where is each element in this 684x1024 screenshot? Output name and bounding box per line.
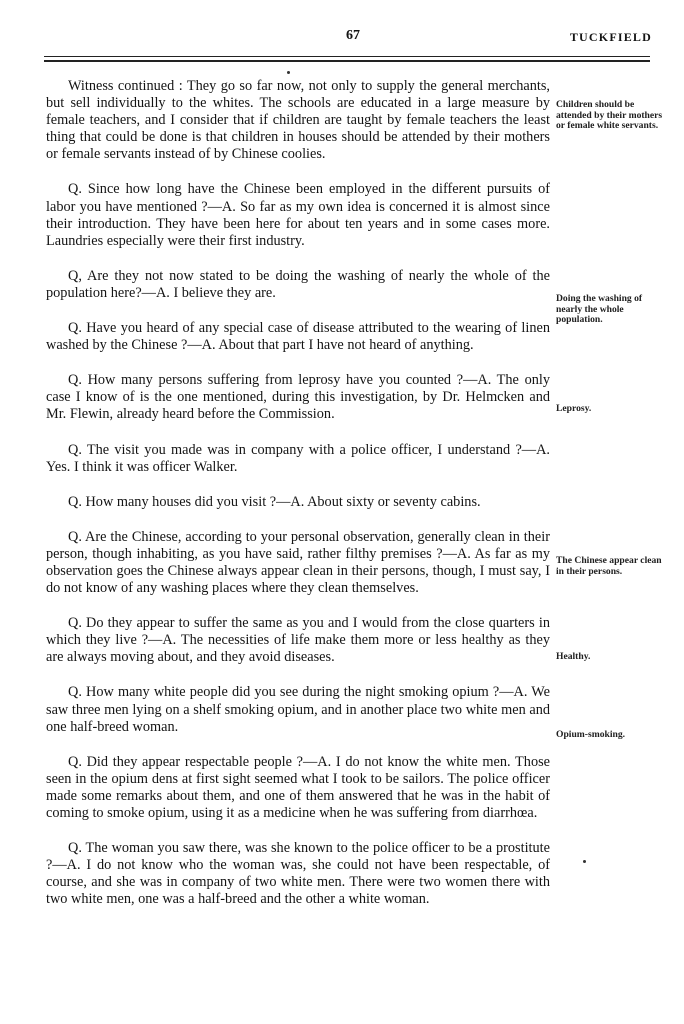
paragraph-respectability: Q. Did they appear respectable people ?—A. I do not know the white men. Those seen in the opium dens at first sight seemed what I took to be sailors. The police officer made some remarks about them, and one of them answered that he was in the habit of coming to smoke opium, using it as a medicine when he was suffering from diarrhœa. xyxy=(46,753,550,821)
side-note-healthy: Healthy. xyxy=(556,651,591,662)
paragraph-cleanliness: Q. Are the Chinese, according to your personal observation, generally clean in their person, though inhabiting, as you have said, rather filthy premises ?—A. As far as my observation goes the Chinese always appear clean in their persons, though, I must say, I do not know of any washing places where they clean themselves. xyxy=(46,528,550,597)
paragraph-employment-duration: Q. Since how long have the Chinese been employed in the different pursuits of labor you have mentioned ?—A. So far as my own idea is concerned it is almost since their introduction. They have been here for about ten years and in some cases more. Laundries especially were their first industry. xyxy=(46,181,550,249)
side-note-washing: Doing the washing of nearly the whole population. xyxy=(556,293,643,326)
margin-notes xyxy=(556,0,668,1024)
paragraph-witness-continued: Witness continued : They go so far now, not only to supply the general merchants, but sell individually to the whites. The schools are educated in a large measure by female teachers, and I consider that if children are taught by female teachers the least thing that could be done is that children in houses should be attended by their mothers or female servants instead of by Chinese coolies. xyxy=(46,78,550,163)
side-note-opium: Opium-smoking. xyxy=(556,729,626,740)
paragraph-leprosy: Q. How many persons suffering from leprosy have you counted ?—A. The only case I know of is the one mentioned, during this investigation, by Dr. Helmcken and Mr. Flewin, already heard before the Commission. xyxy=(46,372,550,423)
page-number: 67 xyxy=(346,28,360,43)
paragraph-disease-linen: Q. Have you heard of any special case of disease attributed to the wearing of linen washed by the Chinese ?—A. About that part I have not heard of anything. xyxy=(46,320,550,354)
paragraph-houses-visited: Q. How many houses did you visit ?—A. About sixty or seventy cabins. xyxy=(68,493,481,510)
print-speck xyxy=(287,71,290,74)
paragraph-opium-smokers: Q. How many white people did you see during the night smoking opium ?—A. We saw three men lying on a shelf smoking opium, and in another place two white men and one half-breed woman. xyxy=(46,684,550,735)
side-note-children: Children should be attended by their mothers or female white servants. xyxy=(556,99,663,132)
paragraph-health: Q. Do they appear to suffer the same as you and I would from the close quarters in which they live ?—A. The necessities of life make them more or less healthy as they are always moving about, and they avoid diseases. xyxy=(46,615,550,666)
paragraph-woman: Q. The woman you saw there, was she known to the police officer to be a prostitute ?—A. I do not know who the woman was, she could not have been respectable, of course, and she was in company of two white men. There were two women there with two white men, one was a half-breed and the other a white woman. xyxy=(46,840,550,908)
testimony-text xyxy=(46,78,550,926)
paragraph-washing: Q, Are they not now stated to be doing the washing of nearly the whole of the population here?—A. I believe they are. xyxy=(46,267,550,301)
side-note-clean: The Chinese appear clean in their persons. xyxy=(556,555,662,577)
running-head: TUCKFIELD xyxy=(569,30,652,44)
side-note-leprosy: Leprosy. xyxy=(556,403,592,414)
paragraph-police-visit: Q. The visit you made was in company with a police officer, I understand ?—A. Yes. I think it was officer Walker. xyxy=(46,441,550,475)
